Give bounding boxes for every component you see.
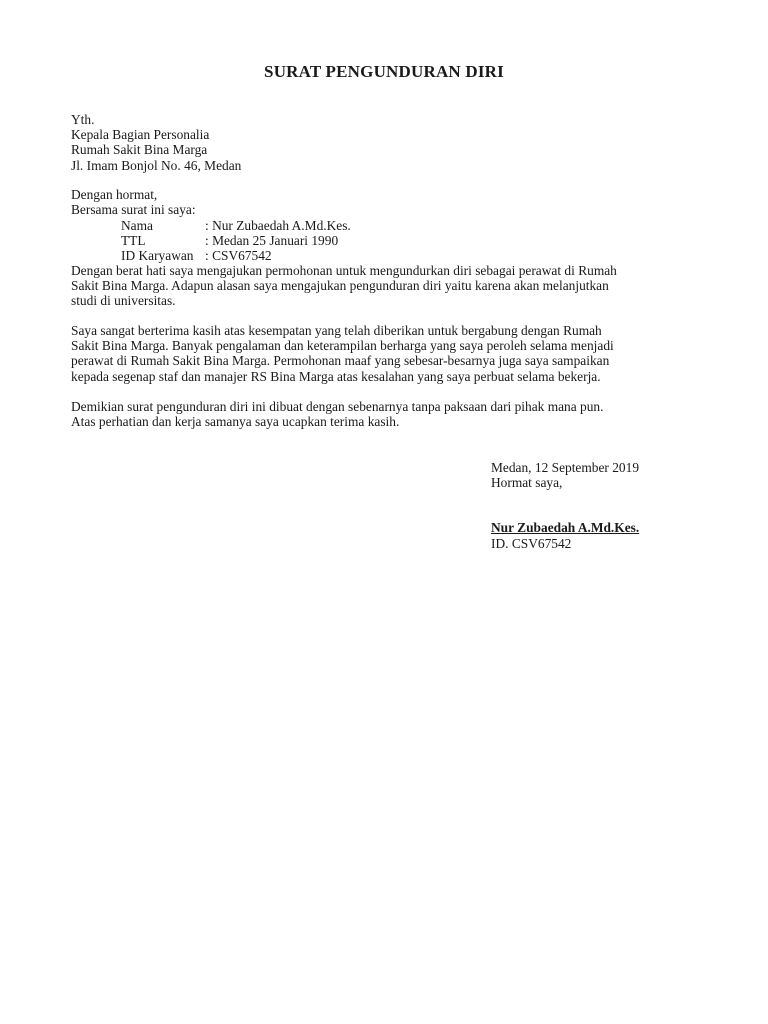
paragraph-line: studi di universitas. (71, 293, 176, 309)
paragraph-line: Atas perhatian dan kerja samanya saya ucapkan terima kasih. (71, 414, 400, 430)
paragraph-line: kepada segenap staf dan manajer RS Bina Marga atas kesalahan yang saya perbuat selama bekerja. (71, 368, 601, 384)
paragraph-gratitude (71, 323, 703, 384)
paragraph-closing (71, 399, 703, 429)
greeting-block (71, 187, 703, 217)
recipient-block (71, 112, 703, 173)
personal-details (121, 218, 351, 264)
detail-value: : Nur Zubaedah A.Md.Kes. (205, 218, 351, 233)
signer-id: ID. CSV67542 (491, 535, 572, 551)
intro-line: Bersama surat ini saya: (71, 202, 196, 218)
detail-value: : Medan 25 Januari 1990 (205, 233, 339, 249)
paragraph-line: Dengan berat hati saya mengajukan permohonan untuk mengundurkan diri sebagai perawat di Rumah (71, 263, 617, 278)
salutation: Dengan hormat, (71, 187, 158, 202)
detail-label: Nama (121, 218, 153, 233)
paragraph-line: perawat di Rumah Sakit Bina Marga. Permohonan maaf yang sebesar-besarnya juga saya sampaikan (71, 353, 610, 369)
detail-label: TTL (121, 233, 146, 249)
detail-row-employee-id (121, 248, 351, 263)
detail-row-ttl (121, 233, 351, 248)
recipient-line: Kepala Bagian Personalia (71, 127, 210, 143)
detail-value: : CSV67542 (205, 248, 272, 264)
page-title: SURAT PENGUNDURAN DIRI (264, 62, 504, 81)
detail-label: ID Karyawan (121, 248, 194, 264)
recipient-line: Rumah Sakit Bina Marga (71, 142, 208, 158)
signer-name: Nur Zubaedah A.Md.Kes. (491, 520, 640, 536)
recipient-line: Jl. Imam Bonjol No. 46, Medan (71, 157, 242, 173)
place-date: Medan, 12 September 2019 (491, 460, 640, 475)
signature-block (491, 460, 639, 551)
paragraph-line: Demikian surat pengunduran diri ini dibuat dengan sebenarnya tanpa paksaan dari pihak mana pun. (71, 399, 604, 414)
detail-row-name (121, 218, 351, 233)
closing-phrase: Hormat saya, (491, 475, 563, 491)
paragraph-line: Sakit Bina Marga. Banyak pengalaman dan keterampilan berharga yang saya peroleh selama menjadi (71, 338, 614, 354)
paragraph-resignation (71, 263, 703, 309)
paragraph-line: Saya sangat berterima kasih atas kesempatan yang telah diberikan untuk bergabung dengan Rumah (71, 323, 602, 338)
signature-space (491, 490, 639, 520)
paragraph-line: Sakit Bina Marga. Adapun alasan saya mengajukan pengunduran diri yaitu karena akan melanjutkan (71, 278, 609, 294)
recipient-line: Yth. (71, 112, 95, 127)
